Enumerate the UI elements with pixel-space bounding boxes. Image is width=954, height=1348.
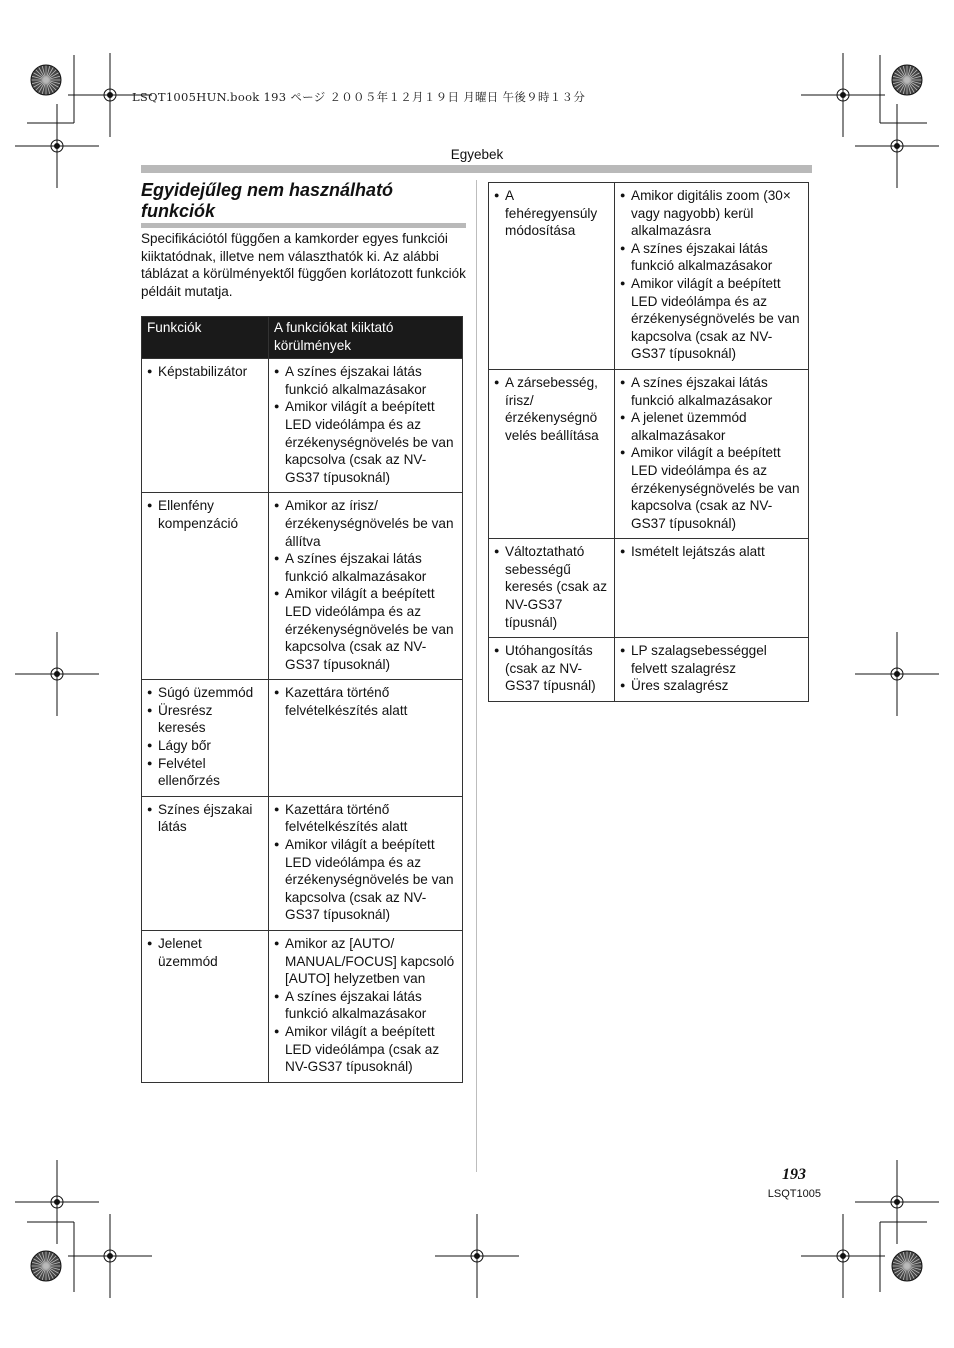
condition-cell	[615, 638, 809, 702]
condition-cell	[269, 931, 463, 1083]
table-header-row	[142, 317, 463, 359]
crosshair-mark	[855, 632, 939, 716]
intro-paragraph: Specifikációtól függően a kamkorder egyes funkciói kiiktatódnak, illetve nem választhatók ki. Az alábbi táblázat a körülményektől függően korlátozott funkciók példáit mutatja.	[141, 231, 466, 299]
condition-cell	[269, 493, 463, 680]
condition-item: ● A színes éjszakai látás funkció alkalmazásakor	[274, 363, 456, 398]
condition-list	[620, 543, 802, 561]
function-list	[494, 187, 608, 240]
crosshair-mark	[15, 632, 99, 716]
table-row	[142, 359, 463, 493]
condition-list	[274, 684, 456, 719]
table-row	[489, 183, 809, 370]
condition-item: ● Amikor az [AUTO/ MANUAL/FOCUS] kapcsoló [AUTO] helyzetben van	[274, 935, 456, 988]
condition-item: ● A jelenet üzemmód alkalmazásakor	[620, 409, 802, 444]
condition-item: ● Ismételt lejátszás alatt	[620, 543, 802, 561]
function-cell	[142, 359, 269, 493]
condition-item: ● A színes éjszakai látás funkció alkalmazásakor	[620, 374, 802, 409]
condition-list	[274, 935, 456, 1076]
section-label: Egyebek	[450, 147, 504, 162]
condition-item: ● Amikor világít a beépített LED videólámpa (csak az NV-GS37 típusoknál)	[274, 1023, 456, 1076]
condition-list	[620, 374, 802, 532]
table-row	[142, 680, 463, 797]
function-item: ● Felvétel ellenőrzés	[147, 755, 262, 790]
function-item: ● Súgó üzemmód	[147, 684, 262, 702]
condition-item: ● Kazettára történő felvételkészítés alatt	[274, 801, 456, 836]
color-rosette	[31, 1251, 61, 1281]
condition-item: ● Amikor világít a beépített LED videólámpa és az érzékenységnövelés be van kapcsolva (csak az NV-GS37 típusoknál)	[274, 585, 456, 673]
condition-item: ● Amikor világít a beépített LED videólámpa és az érzékenységnövelés be van kapcsolva (csak az NV-GS37 típusoknál)	[620, 444, 802, 532]
condition-cell	[269, 680, 463, 797]
color-rosette	[892, 1251, 922, 1281]
table-row	[142, 493, 463, 680]
function-item: ● A zársebesség, írisz/ érzékenységnö velés beállítása	[494, 374, 608, 444]
condition-item: ● A színes éjszakai látás funkció alkalmazásakor	[274, 550, 456, 585]
condition-item: ● A színes éjszakai látás funkció alkalmazásakor	[620, 240, 802, 275]
function-item: ● Lágy bőr	[147, 737, 262, 755]
function-list	[494, 374, 608, 444]
condition-item: ● A színes éjszakai látás funkció alkalmazásakor	[274, 988, 456, 1023]
function-cell	[489, 638, 615, 702]
condition-item: ● Kazettára történő felvételkészítés alatt	[274, 684, 456, 719]
document-code: LSQT1005	[767, 1188, 821, 1200]
header-conditions: A funkciókat kiiktató körülmények	[269, 317, 463, 359]
crosshair-mark	[855, 1160, 939, 1244]
function-cell	[489, 539, 615, 638]
condition-item: ● Amikor az írisz/ érzékenységnövelés be van állítva	[274, 497, 456, 550]
function-list	[147, 497, 262, 532]
function-cell	[142, 931, 269, 1083]
condition-list	[274, 363, 456, 486]
condition-cell	[269, 359, 463, 493]
condition-list	[274, 497, 456, 673]
condition-item: ● Amikor világít a beépített LED videólámpa és az érzékenységnövelés be van kapcsolva (csak az NV-GS37 típusoknál)	[274, 836, 456, 924]
crosshair-mark	[801, 1214, 885, 1298]
condition-item: ● Amikor digitális zoom (30× vagy nagyobb) kerül alkalmazásra	[620, 187, 802, 240]
title-rule	[141, 223, 466, 228]
crosshair-mark	[801, 53, 885, 137]
condition-item: ● Amikor világít a beépített LED videólámpa és az érzékenységnövelés be van kapcsolva (csak az NV-GS37 típusoknál)	[620, 275, 802, 363]
page-title: Egyidejűleg nem használható funkciók	[141, 180, 394, 221]
condition-list	[620, 642, 802, 695]
print-slug: LSQT1005HUN.book 193 ページ ２００５年１２月１９日 月曜日 午後９時１３分	[132, 90, 586, 104]
table-row	[142, 796, 463, 930]
crosshair-mark	[855, 104, 939, 188]
function-item: ● Színes éjszakai látás	[147, 801, 262, 836]
function-cell	[142, 680, 269, 797]
condition-item: ● LP szalagsebességgel felvett szalagrész	[620, 642, 802, 677]
header-bar	[141, 165, 812, 173]
table-row	[142, 931, 463, 1083]
function-list	[147, 684, 262, 790]
function-item: ● Változtatható sebességű keresés (csak az NV-GS37 típusnál)	[494, 543, 608, 631]
condition-item: ● Amikor világít a beépített LED videólámpa és az érzékenységnövelés be van kapcsolva (csak az NV-GS37 típusoknál)	[274, 398, 456, 486]
condition-cell	[269, 796, 463, 930]
function-list	[147, 363, 262, 381]
condition-list	[620, 187, 802, 363]
function-list	[147, 935, 262, 970]
condition-item: ● Üres szalagrész	[620, 677, 802, 695]
header-functions: Funkciók	[142, 317, 269, 359]
crosshair-mark	[15, 1160, 99, 1244]
function-item: ● Képstabilizátor	[147, 363, 262, 381]
functions-table-left	[141, 316, 463, 1083]
function-item: ● Ellenfény kompenzáció	[147, 497, 262, 532]
function-cell	[489, 369, 615, 538]
function-cell	[489, 183, 615, 370]
function-cell	[142, 796, 269, 930]
condition-cell	[615, 539, 809, 638]
condition-cell	[615, 369, 809, 538]
functions-table-right	[488, 182, 809, 702]
column-divider	[476, 180, 477, 1172]
crosshair-mark	[435, 1214, 519, 1298]
condition-cell	[615, 183, 809, 370]
crosshair-mark	[68, 1214, 152, 1298]
crosshair-mark	[15, 104, 99, 188]
color-rosette	[892, 65, 922, 95]
condition-list	[274, 801, 456, 924]
table-row	[489, 539, 809, 638]
function-cell	[142, 493, 269, 680]
function-list	[494, 642, 608, 695]
table-row	[489, 369, 809, 538]
page-number: 193	[782, 1166, 806, 1183]
function-item: ● A fehéregyensúly módosítása	[494, 187, 608, 240]
function-item: ● Üresrész keresés	[147, 702, 262, 737]
function-list	[494, 543, 608, 631]
function-list	[147, 801, 262, 836]
color-rosette	[31, 65, 61, 95]
function-item: ● Jelenet üzemmód	[147, 935, 262, 970]
function-item: ● Utóhangosítás (csak az NV-GS37 típusnál)	[494, 642, 608, 695]
table-row	[489, 638, 809, 702]
